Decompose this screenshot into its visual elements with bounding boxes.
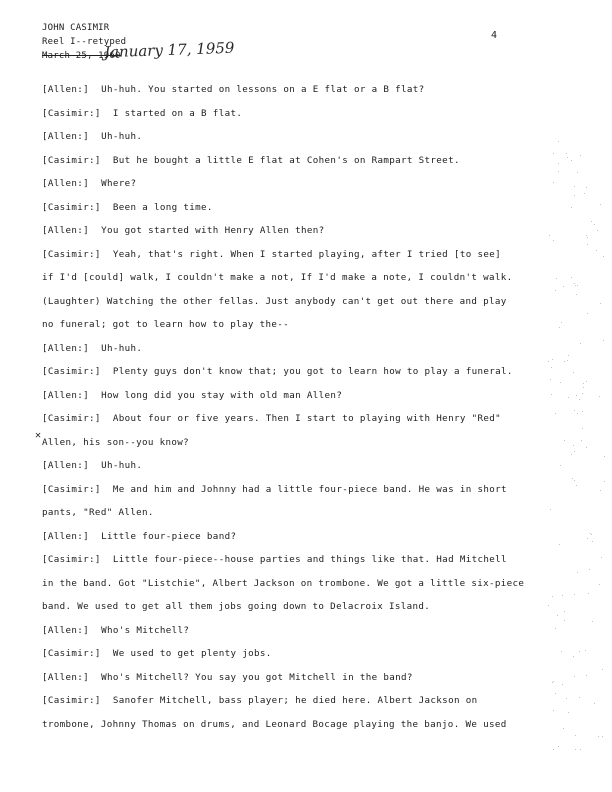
line-text: Uh-huh. xyxy=(101,342,143,354)
transcript-line xyxy=(42,84,562,95)
line-text: Yeah, that's right. When I started playing, after I tried [to see] xyxy=(112,248,501,260)
scan-noise xyxy=(548,140,608,760)
speaker-label: [Allen:] xyxy=(42,530,90,542)
transcript-line xyxy=(42,390,562,401)
transcript-line xyxy=(42,272,562,283)
line-text: if I'd [could] walk, I couldn't make a not, If I'd make a note, I couldn't walk. xyxy=(42,272,513,283)
line-text: Sanofer Mitchell, bass player; he died here. Albert Jackson on xyxy=(112,695,478,706)
speaker-label: [Casimir:] xyxy=(42,695,101,706)
speaker-label: [Allen:] xyxy=(42,131,90,142)
transcript-line xyxy=(42,437,562,448)
transcript-line xyxy=(42,531,562,542)
line-text: Little four-piece--house parties and things like that. Had Mitchell xyxy=(112,554,507,565)
line-text: About four or five years. Then I start to playing with Henry "Red" xyxy=(112,413,501,424)
speaker-label: [Casimir:] xyxy=(42,366,101,377)
transcript-line xyxy=(42,249,562,260)
line-text: Uh-huh. xyxy=(101,131,143,142)
transcript-line xyxy=(42,366,562,377)
line-text: in the band. Got "Listchie", Albert Jackson on trombone. We got a little six-piece xyxy=(42,577,525,589)
transcript-line xyxy=(42,202,562,213)
speaker-label: [Casimir:] xyxy=(42,248,101,260)
speaker-label: [Casimir:] xyxy=(42,483,101,495)
transcript-line xyxy=(42,225,562,236)
speaker-label: [Allen:] xyxy=(42,460,90,471)
transcript-line xyxy=(42,319,562,330)
page-number: 4 xyxy=(491,30,498,41)
line-text: You got started with Henry Allen then? xyxy=(101,225,325,236)
margin-mark: ✕ xyxy=(35,430,42,441)
line-text: no funeral; got to learn how to play the-- xyxy=(42,319,290,330)
transcript-line xyxy=(42,108,562,119)
transcript-line xyxy=(42,155,562,166)
line-text: Who's Mitchell? You say you got Mitchell in the band? xyxy=(101,671,413,683)
transcript-line xyxy=(42,554,562,565)
transcript-line xyxy=(42,178,562,189)
transcript-line xyxy=(42,625,562,636)
line-text: band. We used to get all them jobs going down to Delacroix Island. xyxy=(42,601,431,612)
line-text: Been a long time. xyxy=(112,201,213,213)
transcript-line xyxy=(42,601,562,612)
speaker-label: [Allen:] xyxy=(42,389,90,401)
line-text: Where? xyxy=(101,178,137,189)
transcript-line xyxy=(42,460,562,471)
speaker-label: [Allen:] xyxy=(42,84,90,95)
speaker-label: [Casimir:] xyxy=(42,554,101,565)
line-text: We used to get plenty jobs. xyxy=(112,648,272,659)
handwritten-date: January 17, 1959 xyxy=(103,38,235,62)
line-text: Uh-huh. You started on lessons on a E flat or a B flat? xyxy=(101,84,425,95)
speaker-label: [Allen:] xyxy=(42,178,90,189)
transcript-line xyxy=(42,719,562,730)
transcript-line xyxy=(42,648,562,659)
interviewee-name: JOHN CASIMIR xyxy=(42,23,110,33)
speaker-label: [Allen:] xyxy=(42,624,90,636)
transcript-line xyxy=(42,343,562,354)
transcript-line xyxy=(42,131,562,142)
speaker-label: [Casimir:] xyxy=(42,648,101,659)
transcript-line xyxy=(42,695,562,706)
line-text: How long did you stay with old man Allen? xyxy=(101,389,343,401)
line-text: (Laughter) Watching the other fellas. Just anybody can't get out there and play xyxy=(42,295,507,307)
speaker-label: [Allen:] xyxy=(42,671,90,683)
transcript-line xyxy=(42,296,562,307)
line-text: I started on a B flat. xyxy=(112,107,243,119)
transcript-line xyxy=(42,413,562,424)
reel-label: Reel I--retyped xyxy=(42,37,127,47)
line-text: pants, "Red" Allen. xyxy=(42,507,154,518)
line-text: But he bought a little E flat at Cohen's on Rampart Street. xyxy=(112,154,460,166)
speaker-label: [Casimir:] xyxy=(42,154,101,166)
speaker-label: [Allen:] xyxy=(42,342,90,354)
line-text: Plenty guys don't know that; you got to learn how to play a funeral. xyxy=(112,366,513,377)
line-text: Little four-piece band? xyxy=(101,530,237,542)
transcript-line xyxy=(42,672,562,683)
speaker-label: [Allen:] xyxy=(42,225,90,236)
line-text: Who's Mitchell? xyxy=(101,624,190,636)
transcript-line xyxy=(42,578,562,589)
speaker-label: [Casimir:] xyxy=(42,107,101,119)
speaker-label: [Casimir:] xyxy=(42,201,101,213)
speaker-label: [Casimir:] xyxy=(42,413,101,424)
line-text: trombone, Johnny Thomas on drums, and Leonard Bocage playing the banjo. We used xyxy=(42,718,507,730)
transcript-line xyxy=(42,484,562,495)
line-text: Allen, his son--you know? xyxy=(42,436,190,448)
line-text: Uh-huh. xyxy=(101,460,143,471)
transcript-line xyxy=(42,507,562,518)
struck-date: March 25, 1960 xyxy=(42,51,121,61)
line-text: Me and him and Johnny had a little four-piece band. He was in short xyxy=(112,483,507,495)
